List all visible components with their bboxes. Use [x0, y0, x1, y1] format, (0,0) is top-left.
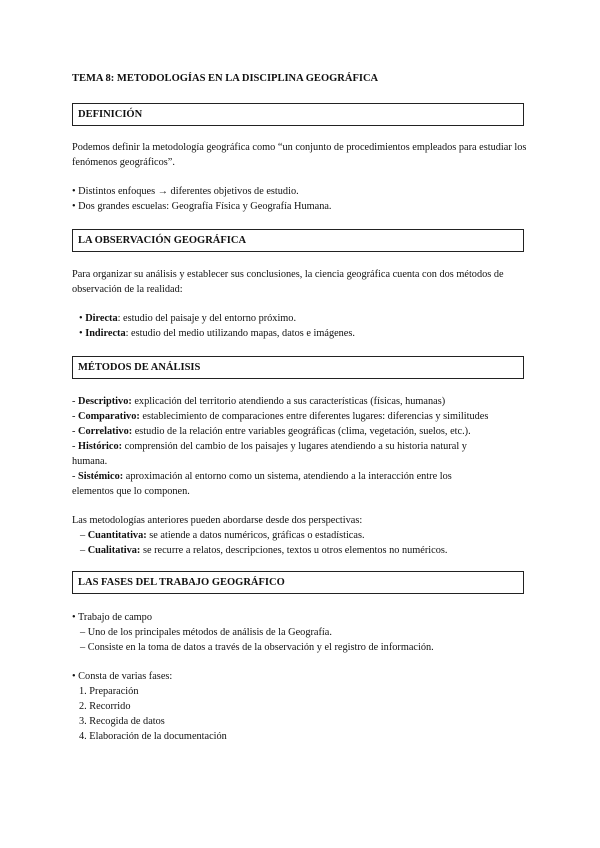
bullet: •	[79, 313, 86, 324]
section-heading-definicion: DEFINICIÓN	[72, 103, 524, 126]
list-term: Histórico:	[78, 441, 123, 452]
list-item: • Distintos enfoques → diferentes objetivos de estudio.	[72, 186, 299, 197]
list-text: : estudio del paisaje y del entorno próximo.	[117, 313, 297, 324]
list-term: Directa	[85, 313, 118, 324]
list-term: Comparativo:	[78, 411, 140, 422]
list-text: establecimiento de comparaciones entre diferentes lugares: diferencias y similitudes	[139, 411, 489, 422]
section-heading-fases: LAS FASES DEL TRABAJO GEOGRÁFICO	[72, 571, 524, 594]
list-item: – Uno de los principales métodos de análisis de la Geografía.	[80, 627, 332, 638]
dash: -	[72, 396, 79, 407]
dash: -	[72, 441, 79, 452]
list-term: Descriptivo:	[78, 396, 132, 407]
list-text: explicación del territorio atendiendo a sus características (físicas, humanas)	[131, 396, 446, 407]
list-text: se atiende a datos numéricos, gráficas o estadísticas.	[146, 530, 365, 541]
paragraph-text: Para organizar su análisis y establecer sus conclusiones, la ciencia geográfica cuenta con dos métodos de observación de la realidad:	[72, 269, 504, 295]
section-heading-observacion: LA OBSERVACIÓN GEOGRÁFICA	[72, 229, 524, 252]
list-term: Indirecta	[85, 328, 126, 339]
list-text: aproximación al entorno como un sistema, atendiendo a la interacción entre los elementos que lo componen.	[72, 471, 452, 497]
list-item: • Dos grandes escuelas: Geografía Física y Geografía Humana.	[72, 201, 332, 212]
list-item	[79, 326, 537, 341]
list-item	[72, 439, 490, 469]
list-text: se recurre a relatos, descripciones, textos u otros elementos no numéricos.	[140, 545, 448, 556]
phases-block	[72, 669, 530, 744]
list-term: Cualitativa:	[87, 545, 141, 556]
list-item: 1. Preparación	[79, 686, 139, 697]
list-item	[72, 469, 490, 499]
fieldwork-block	[72, 610, 530, 655]
list-item	[72, 409, 530, 424]
dash: -	[72, 471, 79, 482]
list-term: Sistémico:	[78, 471, 124, 482]
list-item: • Trabajo de campo	[72, 612, 152, 623]
list-item: – Consiste en la toma de datos a través de la observación y el registro de información.	[80, 642, 434, 653]
list-item: • Consta de varias fases:	[72, 671, 173, 682]
list-term: Cuantitativa:	[87, 530, 147, 541]
list-item	[72, 424, 530, 439]
bullet: •	[79, 328, 86, 339]
list-item: 4. Elaboración de la documentación	[79, 731, 227, 742]
list-item: 3. Recogida de datos	[79, 716, 165, 727]
list-term: Correlativo:	[78, 426, 133, 437]
definition-paragraph	[72, 140, 530, 170]
list-item: 2. Recorrido	[79, 701, 131, 712]
paragraph-text: Podemos definir la metodología geográfica como “un conjunto de procedimientos empleados para estudiar los fenómenos geográficos”.	[72, 142, 527, 168]
perspectives-paragraph	[72, 513, 530, 528]
list-item	[80, 543, 538, 558]
dash: -	[72, 426, 79, 437]
paragraph-text: Las metodologías anteriores pueden abordarse desde dos perspectivas:	[72, 515, 363, 526]
dash: -	[72, 411, 79, 422]
dash: –	[80, 530, 88, 541]
document-title: TEMA 8: METODOLOGÍAS EN LA DISCIPLINA GEOGRÁFICA	[72, 73, 379, 84]
observation-paragraph	[72, 267, 530, 297]
definition-bullets	[72, 184, 530, 214]
list-text: estudio de la relación entre variables geográficas (clima, vegetación, suelos, etc.).	[132, 426, 471, 437]
methods-list	[72, 394, 530, 499]
perspectives-list	[72, 528, 538, 558]
list-item	[79, 311, 537, 326]
section-heading-metodos: MÉTODOS DE ANÁLISIS	[72, 356, 524, 379]
observation-list	[72, 311, 537, 341]
list-item	[80, 528, 538, 543]
dash: –	[80, 545, 88, 556]
list-item	[72, 394, 530, 409]
list-text: comprensión del cambio de los paisajes y lugares atendiendo a su historia natural y humana.	[72, 441, 467, 467]
list-text: : estudio del medio utilizando mapas, datos e imágenes.	[125, 328, 355, 339]
